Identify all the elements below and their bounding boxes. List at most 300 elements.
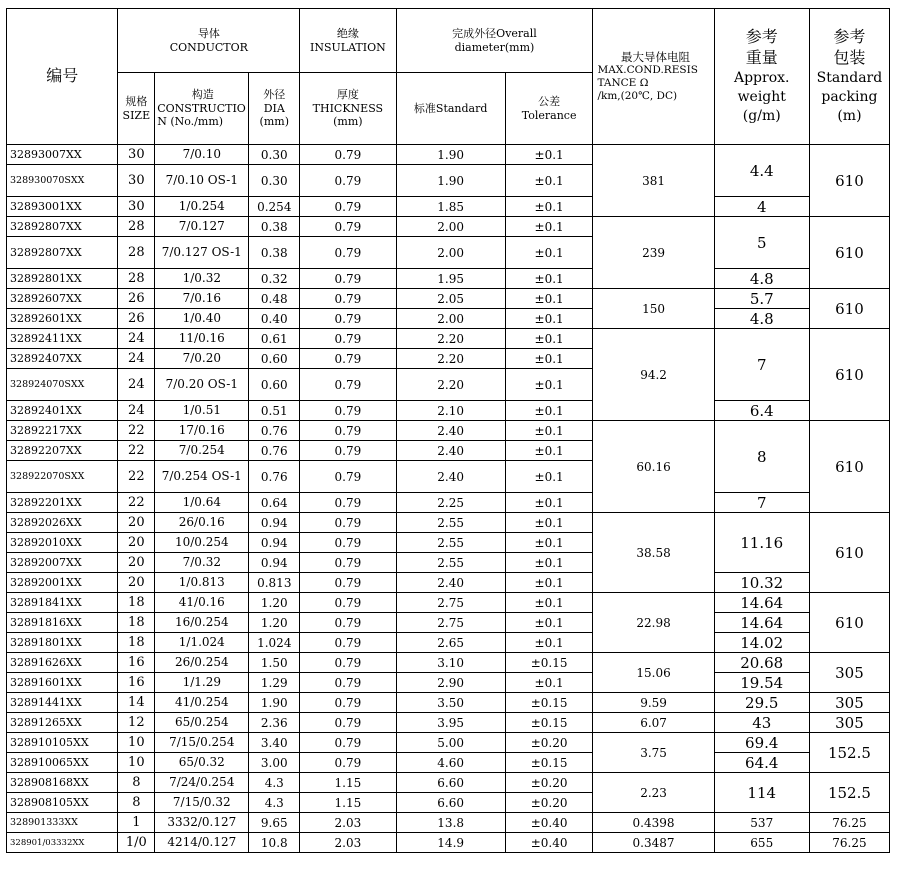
cell-construction: 7/15/0.254 (155, 733, 249, 753)
cell-weight: 7 (714, 329, 809, 401)
cell-standard: 2.00 (396, 217, 505, 237)
cell-construction: 1/0.51 (155, 401, 249, 421)
cell-standard: 2.10 (396, 401, 505, 421)
cell-dia: 3.00 (249, 753, 300, 773)
cell-code: 328930070SXX (7, 165, 118, 197)
cell-dia: 0.94 (249, 553, 300, 573)
table-row (7, 573, 890, 593)
cell-thickness: 0.79 (300, 673, 396, 693)
cell-dia: 0.76 (249, 421, 300, 441)
cell-thickness: 0.79 (300, 633, 396, 653)
cell-size: 22 (118, 461, 155, 493)
cell-tolerance: ±0.15 (505, 653, 593, 673)
cell-size: 28 (118, 217, 155, 237)
cell-size: 28 (118, 269, 155, 289)
cell-standard: 1.85 (396, 197, 505, 217)
table-row (7, 833, 890, 853)
cell-construction: 65/0.254 (155, 713, 249, 733)
cell-size: 1 (118, 813, 155, 833)
header-dia-en: DIA (263, 101, 285, 115)
header-resistance-line4: /km,(20℃, DC) (597, 90, 678, 103)
cell-packing: 610 (809, 513, 889, 593)
cell-tolerance: ±0.1 (505, 217, 593, 237)
cell-size: 26 (118, 309, 155, 329)
header-tolerance (505, 73, 593, 145)
cell-packing: 610 (809, 145, 889, 217)
cell-thickness: 0.79 (300, 461, 396, 493)
cell-size: 18 (118, 613, 155, 633)
cell-standard: 2.25 (396, 493, 505, 513)
cell-tolerance: ±0.1 (505, 593, 593, 613)
header-construction-cn: 构造 (191, 87, 214, 101)
header-size-cn: 规格 (125, 94, 148, 108)
cell-code: 32892807XX (7, 237, 118, 269)
cell-size: 10 (118, 753, 155, 773)
cell-standard: 2.75 (396, 613, 505, 633)
cell-standard: 2.55 (396, 533, 505, 553)
cell-size: 10 (118, 733, 155, 753)
header-resistance-cn: 最大导体电阻 (621, 49, 691, 64)
cell-thickness: 0.79 (300, 613, 396, 633)
cell-packing: 610 (809, 289, 889, 329)
header-packing-cn2: 包装 (833, 48, 866, 68)
cell-code: 328924070SXX (7, 369, 118, 401)
cell-tolerance: ±0.1 (505, 369, 593, 401)
table-row (7, 593, 890, 613)
cell-size: 20 (118, 533, 155, 553)
header-thickness (300, 73, 396, 145)
cell-dia: 0.32 (249, 269, 300, 289)
cell-dia: 1.20 (249, 593, 300, 613)
header-resistance-line2: MAX.COND.RESIS (597, 64, 698, 76)
cell-thickness: 1.15 (300, 793, 396, 813)
cell-tolerance: ±0.1 (505, 553, 593, 573)
cell-dia: 0.51 (249, 401, 300, 421)
header-thickness-cn: 厚度 (336, 87, 359, 101)
cell-packing: 610 (809, 421, 889, 513)
table-row (7, 613, 890, 633)
cell-size: 20 (118, 573, 155, 593)
cell-construction: 4214/0.127 (155, 833, 249, 853)
cell-dia: 0.94 (249, 533, 300, 553)
cell-dia: 0.60 (249, 369, 300, 401)
cell-dia: 0.60 (249, 349, 300, 369)
cell-packing: 305 (809, 713, 889, 733)
cell-construction: 7/0.254 (155, 441, 249, 461)
cell-dia: 0.40 (249, 309, 300, 329)
cell-dia: 0.30 (249, 145, 300, 165)
cell-size: 18 (118, 633, 155, 653)
cell-construction: 1/0.254 (155, 197, 249, 217)
cell-thickness: 0.79 (300, 421, 396, 441)
cell-code: 32893001XX (7, 197, 118, 217)
cell-tolerance: ±0.1 (505, 289, 593, 309)
cell-standard: 4.60 (396, 753, 505, 773)
cell-thickness: 0.79 (300, 713, 396, 733)
header-dia-cn: 外径 (263, 87, 286, 101)
cell-code: 328910105XX (7, 733, 118, 753)
cell-packing: 76.25 (809, 833, 889, 853)
header-tolerance-en: Tolerance (521, 108, 577, 122)
cell-standard: 2.00 (396, 237, 505, 269)
cell-construction: 1/0.32 (155, 269, 249, 289)
cell-code: 328908105XX (7, 793, 118, 813)
cell-packing: 152.5 (809, 733, 889, 773)
cell-tolerance: ±0.1 (505, 613, 593, 633)
cell-tolerance: ±0.1 (505, 401, 593, 421)
header-overall-line1: 完成外径Overall (452, 26, 537, 40)
cell-standard: 13.8 (396, 813, 505, 833)
cell-standard: 1.90 (396, 145, 505, 165)
cell-standard: 2.40 (396, 573, 505, 593)
cell-weight: 537 (714, 813, 809, 833)
cell-code: 32892201XX (7, 493, 118, 513)
cell-resistance: 94.2 (593, 329, 714, 421)
table-row (7, 693, 890, 713)
cell-weight: 29.5 (714, 693, 809, 713)
cell-tolerance: ±0.40 (505, 833, 593, 853)
cell-construction: 16/0.254 (155, 613, 249, 633)
cell-resistance: 0.3487 (593, 833, 714, 853)
cell-size: 22 (118, 421, 155, 441)
cell-thickness: 0.79 (300, 309, 396, 329)
cell-standard: 2.55 (396, 513, 505, 533)
header-insulation-en: INSULATION (309, 40, 386, 54)
cell-construction: 1/1.29 (155, 673, 249, 693)
header-standard: 标准Standard (396, 73, 505, 145)
cell-construction: 7/0.32 (155, 553, 249, 573)
header-conductor-en: CONDUCTOR (169, 40, 248, 54)
header-size-en: SIZE (122, 108, 151, 122)
cell-size: 12 (118, 713, 155, 733)
cell-thickness: 0.79 (300, 217, 396, 237)
cell-weight: 69.4 (714, 733, 809, 753)
table-row (7, 713, 890, 733)
cell-tolerance: ±0.15 (505, 753, 593, 773)
cell-standard: 2.90 (396, 673, 505, 693)
table-row (7, 673, 890, 693)
header-insulation (300, 9, 396, 73)
table-row (7, 145, 890, 165)
cell-resistance: 3.75 (593, 733, 714, 773)
header-weight-cn1: 参考 (745, 27, 778, 47)
cell-packing: 305 (809, 693, 889, 713)
cell-tolerance: ±0.1 (505, 165, 593, 197)
cell-tolerance: ±0.1 (505, 461, 593, 493)
cell-construction: 1/0.813 (155, 573, 249, 593)
cell-thickness: 0.79 (300, 753, 396, 773)
cell-construction: 7/15/0.32 (155, 793, 249, 813)
cell-size: 24 (118, 369, 155, 401)
cell-standard: 2.65 (396, 633, 505, 653)
cell-size: 26 (118, 289, 155, 309)
cell-size: 8 (118, 793, 155, 813)
header-conductor (118, 9, 300, 73)
cell-dia: 1.20 (249, 613, 300, 633)
cell-code: 32892601XX (7, 309, 118, 329)
cell-weight: 14.02 (714, 633, 809, 653)
table-row (7, 753, 890, 773)
cell-tolerance: ±0.1 (505, 269, 593, 289)
cell-resistance: 239 (593, 217, 714, 289)
cell-size: 22 (118, 441, 155, 461)
cell-resistance: 150 (593, 289, 714, 329)
cell-tolerance: ±0.1 (505, 513, 593, 533)
cell-dia: 0.813 (249, 573, 300, 593)
cell-standard: 2.40 (396, 441, 505, 461)
table-row (7, 733, 890, 753)
cell-tolerance: ±0.20 (505, 733, 593, 753)
cell-code: 328910065XX (7, 753, 118, 773)
cell-tolerance: ±0.1 (505, 633, 593, 653)
cell-construction: 41/0.16 (155, 593, 249, 613)
cell-tolerance: ±0.20 (505, 773, 593, 793)
cell-dia: 0.48 (249, 289, 300, 309)
cell-resistance: 9.59 (593, 693, 714, 713)
cell-tolerance: ±0.40 (505, 813, 593, 833)
header-conductor-cn: 导体 (197, 26, 220, 40)
cell-construction: 65/0.32 (155, 753, 249, 773)
cell-dia: 0.94 (249, 513, 300, 533)
cell-weight: 655 (714, 833, 809, 853)
cell-weight: 7 (714, 493, 809, 513)
cell-standard: 14.9 (396, 833, 505, 853)
table-row (7, 493, 890, 513)
cell-size: 22 (118, 493, 155, 513)
cell-code: 32892401XX (7, 401, 118, 421)
cell-weight: 4.8 (714, 269, 809, 289)
cell-size: 28 (118, 237, 155, 269)
cell-tolerance: ±0.1 (505, 237, 593, 269)
header-weight-en1: Approx. (733, 70, 790, 87)
cell-construction: 41/0.254 (155, 693, 249, 713)
table-row (7, 813, 890, 833)
table-row (7, 633, 890, 653)
cell-construction: 11/0.16 (155, 329, 249, 349)
cell-size: 24 (118, 329, 155, 349)
header-packing-en1: Standard (816, 70, 883, 87)
cell-standard: 2.05 (396, 289, 505, 309)
cell-thickness: 0.79 (300, 533, 396, 553)
cell-code: 328901/03332XX (7, 833, 118, 853)
cell-code: 32892411XX (7, 329, 118, 349)
cell-standard: 1.90 (396, 165, 505, 197)
header-construction (155, 73, 249, 145)
cell-size: 30 (118, 145, 155, 165)
cell-size: 16 (118, 653, 155, 673)
cell-tolerance: ±0.15 (505, 713, 593, 733)
cell-weight: 19.54 (714, 673, 809, 693)
header-resistance (593, 9, 714, 145)
header-overall-diameter (396, 9, 593, 73)
cell-thickness: 0.79 (300, 653, 396, 673)
cable-spec-table (6, 8, 890, 853)
cell-standard: 2.75 (396, 593, 505, 613)
cell-thickness: 0.79 (300, 401, 396, 421)
cell-packing: 610 (809, 329, 889, 421)
table-row (7, 197, 890, 217)
cell-code: 32891801XX (7, 633, 118, 653)
cell-standard: 1.95 (396, 269, 505, 289)
cell-code: 32892807XX (7, 217, 118, 237)
cell-thickness: 0.79 (300, 349, 396, 369)
cell-standard: 2.55 (396, 553, 505, 573)
cell-thickness: 0.79 (300, 289, 396, 309)
cell-dia: 10.8 (249, 833, 300, 853)
cell-weight: 6.4 (714, 401, 809, 421)
cell-construction: 7/0.20 OS-1 (155, 369, 249, 401)
cell-dia: 1.29 (249, 673, 300, 693)
cell-weight: 10.32 (714, 573, 809, 593)
header-construction-en2: N (No./mm) (157, 115, 224, 129)
cell-construction: 7/0.10 OS-1 (155, 165, 249, 197)
header-tolerance-cn: 公差 (538, 94, 561, 108)
cell-thickness: 0.79 (300, 693, 396, 713)
cell-thickness: 0.79 (300, 369, 396, 401)
cell-tolerance: ±0.1 (505, 493, 593, 513)
cell-thickness: 0.79 (300, 513, 396, 533)
table-row (7, 773, 890, 793)
cell-dia: 0.76 (249, 441, 300, 461)
cell-thickness: 0.79 (300, 165, 396, 197)
cell-dia: 0.38 (249, 237, 300, 269)
cell-tolerance: ±0.1 (505, 145, 593, 165)
cell-standard: 6.60 (396, 793, 505, 813)
cell-weight: 43 (714, 713, 809, 733)
cell-code: 32891816XX (7, 613, 118, 633)
cell-size: 24 (118, 349, 155, 369)
cell-size: 20 (118, 513, 155, 533)
cell-standard: 2.40 (396, 421, 505, 441)
cell-dia: 0.38 (249, 217, 300, 237)
cell-code: 32891441XX (7, 693, 118, 713)
header-dia (249, 73, 300, 145)
cell-tolerance: ±0.20 (505, 793, 593, 813)
cell-packing: 152.5 (809, 773, 889, 813)
header-size (118, 73, 155, 145)
header-overall-line2: diameter(mm) (454, 40, 535, 54)
cell-size: 18 (118, 593, 155, 613)
cell-tolerance: ±0.1 (505, 441, 593, 461)
header-weight (714, 9, 809, 145)
cell-size: 24 (118, 401, 155, 421)
cell-code: 32892010XX (7, 533, 118, 553)
cell-resistance: 60.16 (593, 421, 714, 513)
cell-standard: 3.50 (396, 693, 505, 713)
cell-dia: 9.65 (249, 813, 300, 833)
cell-construction: 7/0.127 OS-1 (155, 237, 249, 269)
cell-dia: 0.64 (249, 493, 300, 513)
cell-construction: 1/0.64 (155, 493, 249, 513)
cell-standard: 2.40 (396, 461, 505, 493)
cell-standard: 5.00 (396, 733, 505, 753)
cell-thickness: 0.79 (300, 441, 396, 461)
header-insulation-cn: 绝缘 (336, 26, 359, 40)
cell-construction: 10/0.254 (155, 533, 249, 553)
cell-packing: 610 (809, 217, 889, 289)
cell-thickness: 0.79 (300, 573, 396, 593)
header-packing-cn1: 参考 (833, 27, 866, 47)
cell-thickness: 0.79 (300, 269, 396, 289)
cell-weight: 11.16 (714, 513, 809, 573)
cell-packing: 610 (809, 593, 889, 653)
cell-thickness: 0.79 (300, 145, 396, 165)
cell-code: 32893007XX (7, 145, 118, 165)
cell-tolerance: ±0.1 (505, 421, 593, 441)
cell-packing: 76.25 (809, 813, 889, 833)
table-row (7, 421, 890, 441)
header-thickness-en: THICKNESS (312, 101, 384, 115)
cell-tolerance: ±0.1 (505, 573, 593, 593)
cell-thickness: 0.79 (300, 593, 396, 613)
cell-dia: 1.90 (249, 693, 300, 713)
cell-dia: 0.254 (249, 197, 300, 217)
cell-construction: 17/0.16 (155, 421, 249, 441)
cell-thickness: 0.79 (300, 197, 396, 217)
cell-tolerance: ±0.1 (505, 349, 593, 369)
cell-weight: 5 (714, 217, 809, 269)
cell-dia: 1.024 (249, 633, 300, 653)
cell-standard: 2.00 (396, 309, 505, 329)
cell-size: 8 (118, 773, 155, 793)
cell-resistance: 2.23 (593, 773, 714, 813)
cell-weight: 5.7 (714, 289, 809, 309)
cell-tolerance: ±0.1 (505, 329, 593, 349)
cell-weight: 14.64 (714, 613, 809, 633)
cell-dia: 2.36 (249, 713, 300, 733)
header-weight-cn2: 重量 (745, 48, 778, 68)
cell-thickness: 0.79 (300, 553, 396, 573)
cell-standard: 2.20 (396, 349, 505, 369)
cell-dia: 0.30 (249, 165, 300, 197)
cell-size: 16 (118, 673, 155, 693)
header-packing-en2: packing (821, 88, 878, 105)
cell-code: 32892001XX (7, 573, 118, 593)
cell-code: 32892407XX (7, 349, 118, 369)
cell-construction: 7/0.20 (155, 349, 249, 369)
cell-construction: 7/0.254 OS-1 (155, 461, 249, 493)
cell-construction: 1/1.024 (155, 633, 249, 653)
cell-construction: 26/0.16 (155, 513, 249, 533)
cell-dia: 0.76 (249, 461, 300, 493)
header-resistance-line3: TANCE Ω (597, 77, 649, 90)
cell-tolerance: ±0.1 (505, 533, 593, 553)
cell-size: 1/0 (118, 833, 155, 853)
table-row (7, 289, 890, 309)
cell-dia: 4.3 (249, 793, 300, 813)
cell-code: 32891626XX (7, 653, 118, 673)
cell-code: 32891265XX (7, 713, 118, 733)
cell-thickness: 0.79 (300, 329, 396, 349)
cell-weight: 8 (714, 421, 809, 493)
cell-thickness: 1.15 (300, 773, 396, 793)
table-row (7, 329, 890, 349)
cell-weight: 114 (714, 773, 809, 813)
cell-construction: 7/24/0.254 (155, 773, 249, 793)
cell-code: 32892607XX (7, 289, 118, 309)
cell-construction: 7/0.127 (155, 217, 249, 237)
cell-construction: 3332/0.127 (155, 813, 249, 833)
cell-code: 328922070SXX (7, 461, 118, 493)
cell-construction: 7/0.10 (155, 145, 249, 165)
cell-construction: 1/0.40 (155, 309, 249, 329)
cell-code: 328908168XX (7, 773, 118, 793)
cell-tolerance: ±0.15 (505, 693, 593, 713)
cell-size: 14 (118, 693, 155, 713)
cell-tolerance: ±0.1 (505, 197, 593, 217)
cell-thickness: 0.79 (300, 237, 396, 269)
cell-weight: 4.8 (714, 309, 809, 329)
